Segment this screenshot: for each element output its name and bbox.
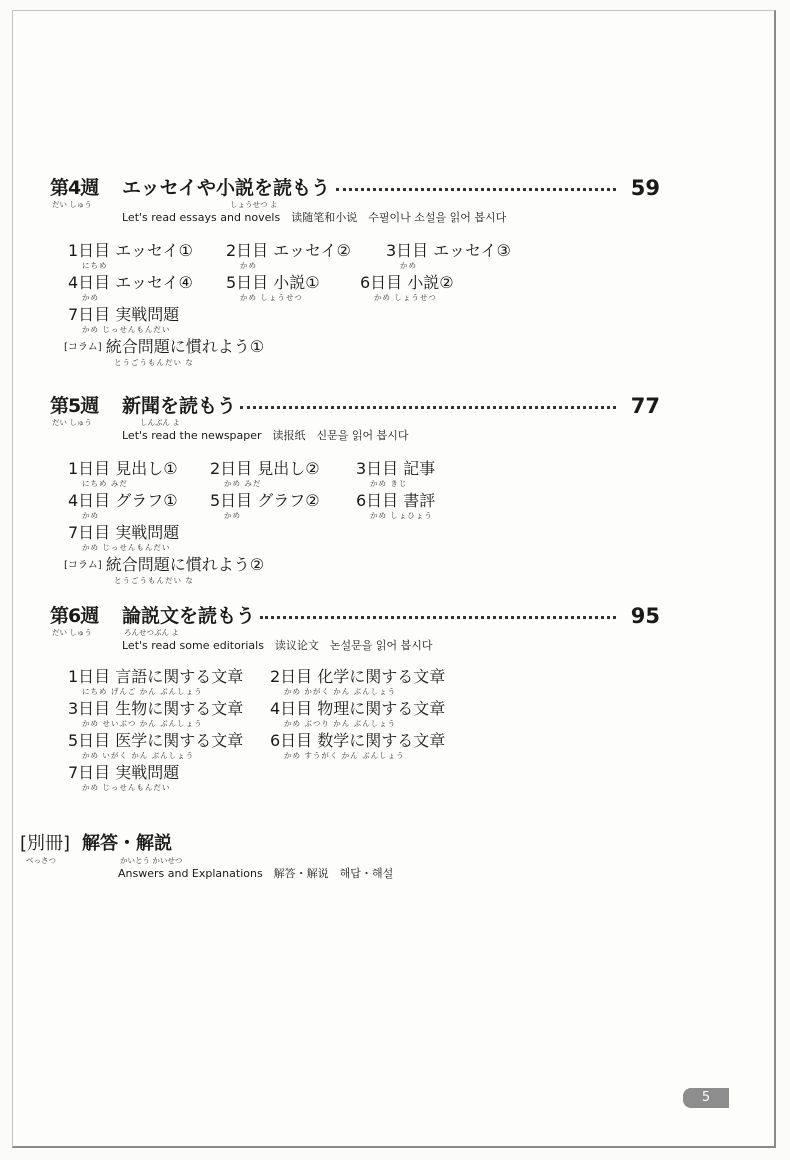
section-title-ruby: しんぶん よ bbox=[140, 418, 180, 427]
toc-entry[interactable]: 5日目 小説① かめ しょうせつ bbox=[226, 273, 320, 302]
section-label: 第4週 bbox=[50, 177, 99, 199]
appendix-title-ruby: かいとう かいせつ bbox=[120, 856, 183, 865]
dotted-leader bbox=[336, 188, 616, 191]
toc-entry[interactable]: 4日目 エッセイ④ かめ bbox=[68, 273, 193, 302]
toc-entry[interactable]: 5日目 医学に関する文章 かめ いがく かん ぶんしょう bbox=[68, 731, 244, 760]
section-subtitle: Let's read some editorials 读议论文 논설문을 읽어 봅시다 bbox=[122, 639, 433, 652]
toc-section-week-6 bbox=[50, 604, 660, 795]
toc-entry[interactable]: 1日目 エッセイ① にちめ bbox=[68, 241, 193, 270]
dotted-leader bbox=[260, 616, 616, 619]
toc-entry[interactable]: 6日目 小説② かめ しょうせつ bbox=[360, 273, 454, 302]
appendix-subtitle: Answers and Explanations 解答・解说 해답・해설 bbox=[118, 867, 394, 880]
page-number-tab: 5 bbox=[683, 1088, 729, 1108]
toc-section-week-4 bbox=[50, 176, 660, 369]
toc-entry[interactable]: 1日目 見出し① にちめ みだ bbox=[68, 459, 178, 488]
dotted-leader bbox=[240, 406, 616, 409]
toc-column-entry[interactable]: [コラム] 統合問題に慣れよう② とうごうもんだい な bbox=[64, 555, 265, 585]
section-page-number: 77 bbox=[630, 394, 660, 418]
toc-entry[interactable]: 4日目 グラフ① かめ bbox=[68, 491, 178, 520]
section-label: 第5週 bbox=[50, 395, 99, 417]
section-subtitle: Let's read essays and novels 读随笔和小说 수필이나 소설을 읽어 봅시다 bbox=[122, 211, 507, 224]
section-title[interactable]: エッセイや小説を読もう bbox=[122, 177, 331, 199]
section-subtitle: Let's read the newspaper 读报纸 신문을 읽어 봅시다 bbox=[122, 429, 409, 442]
toc-column-entry[interactable]: [コラム] 統合問題に慣れよう① とうごうもんだい な bbox=[64, 337, 265, 367]
section-label-ruby: だい しゅう bbox=[52, 628, 92, 637]
section-page-number: 95 bbox=[630, 604, 660, 628]
toc-section-week-5 bbox=[50, 394, 660, 587]
toc-entry[interactable]: 5日目 グラフ② かめ bbox=[210, 491, 320, 520]
toc-entry[interactable]: 6日目 書評 かめ しょひょう bbox=[356, 491, 436, 520]
toc-entry[interactable]: 2日目 化学に関する文章 かめ かがく かん ぶんしょう bbox=[270, 667, 446, 696]
toc-entry[interactable]: 1日目 言語に関する文章 にちめ げんご かん ぶんしょう bbox=[68, 667, 244, 696]
toc-entry[interactable]: 2日目 エッセイ② かめ bbox=[226, 241, 351, 270]
section-label: 第6週 bbox=[50, 605, 99, 627]
toc-entry[interactable]: 7日目 実戦問題 かめ じっせんもんだい bbox=[68, 763, 180, 792]
toc-entry[interactable]: 2日目 見出し② かめ みだ bbox=[210, 459, 320, 488]
toc-entry[interactable]: 6日目 数学に関する文章 かめ すうがく かん ぶんしょう bbox=[270, 731, 446, 760]
column-tag: [コラム] bbox=[64, 560, 102, 571]
section-title[interactable]: 新聞を読もう bbox=[122, 395, 237, 417]
section-label-ruby: だい しゅう bbox=[52, 418, 92, 427]
section-title-ruby: ろんせつぶん よ bbox=[124, 628, 179, 637]
toc-appendix bbox=[20, 832, 620, 881]
toc-entry[interactable]: 4日目 物理に関する文章 かめ ぶつり かん ぶんしょう bbox=[270, 699, 446, 728]
appendix-title[interactable]: 解答・解説 bbox=[82, 833, 173, 854]
toc-entry[interactable]: 3日目 記事 かめ きじ bbox=[356, 459, 436, 488]
appendix-bracket-ruby: べっさつ bbox=[26, 856, 56, 865]
column-tag: [コラム] bbox=[64, 342, 102, 353]
toc-entry[interactable]: 7日目 実戦問題 かめ じっせんもんだい bbox=[68, 523, 180, 552]
section-title-ruby: しょうせつ よ bbox=[230, 200, 278, 209]
section-title[interactable]: 論説文を読もう bbox=[122, 605, 256, 627]
toc-entry[interactable]: 3日目 エッセイ③ かめ bbox=[386, 241, 511, 270]
section-page-number: 59 bbox=[630, 176, 660, 200]
appendix-bracket: [別冊] bbox=[20, 833, 71, 854]
section-label-ruby: だい しゅう bbox=[52, 200, 92, 209]
toc-entry[interactable]: 3日目 生物に関する文章 かめ せいぶつ かん ぶんしょう bbox=[68, 699, 244, 728]
toc-entry[interactable]: 7日目 実戦問題 かめ じっせんもんだい bbox=[68, 305, 180, 334]
